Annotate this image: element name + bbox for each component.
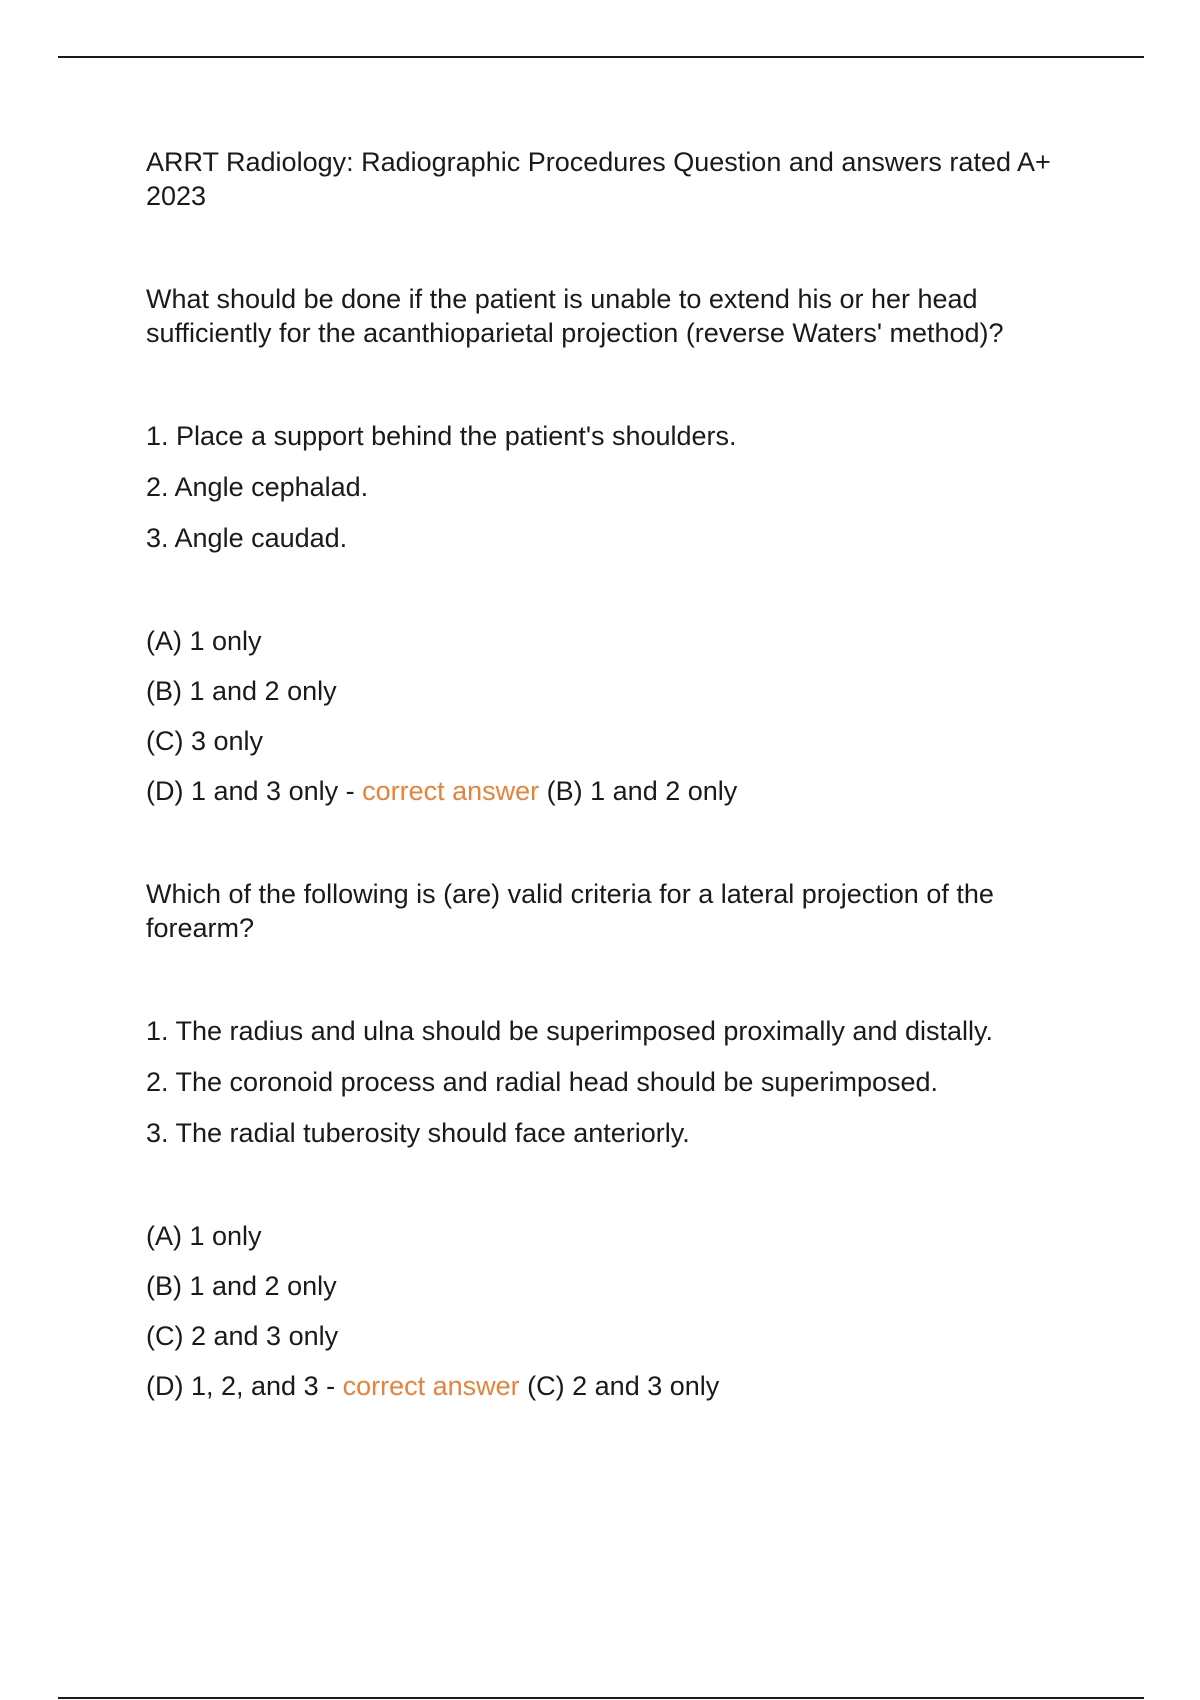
- correct-answer-label: correct answer: [362, 776, 540, 806]
- statement-list: [146, 1014, 1066, 1150]
- statement-item: 1. The radius and ulna should be superimposed proximally and distally.: [146, 1016, 993, 1046]
- header-divider: [58, 56, 1144, 58]
- option-item-with-answer: [146, 774, 1066, 808]
- option-item-with-answer: [146, 1369, 1066, 1403]
- document-body: [146, 145, 1066, 1472]
- option-item: (C) 3 only: [146, 726, 264, 756]
- statement-item: 2. The coronoid process and radial head should be superimposed.: [146, 1067, 939, 1097]
- option-text: (D) 1, 2, and 3 -: [146, 1371, 343, 1401]
- question-text: Which of the following is (are) valid criteria for a lateral projection of the forearm?: [146, 879, 994, 943]
- correct-answer-label: correct answer: [342, 1371, 520, 1401]
- option-item: (B) 1 and 2 only: [146, 676, 337, 706]
- document-title: ARRT Radiology: Radiographic Procedures Question and answers rated A+ 2023: [146, 147, 1051, 211]
- option-list: [146, 624, 1066, 808]
- correct-answer-value: (B) 1 and 2 only: [539, 776, 738, 806]
- question-text: What should be done if the patient is unable to extend his or her head sufficiently for the acanthioparietal projection (reverse Waters' method)?: [146, 284, 1004, 348]
- option-text: (D) 1 and 3 only -: [146, 776, 363, 806]
- statement-item: 3. Angle caudad.: [146, 523, 348, 553]
- statement-list: [146, 419, 1066, 555]
- correct-answer-value: (C) 2 and 3 only: [519, 1371, 720, 1401]
- footer-divider: [58, 1697, 1144, 1699]
- option-item: (C) 2 and 3 only: [146, 1321, 339, 1351]
- statement-item: 2. Angle cephalad.: [146, 472, 369, 502]
- option-list: [146, 1219, 1066, 1403]
- option-item: (B) 1 and 2 only: [146, 1271, 337, 1301]
- statement-item: 1. Place a support behind the patient's shoulders.: [146, 421, 737, 451]
- statement-item: 3. The radial tuberosity should face anteriorly.: [146, 1118, 690, 1148]
- option-item: (A) 1 only: [146, 1221, 262, 1251]
- option-item: (A) 1 only: [146, 626, 262, 656]
